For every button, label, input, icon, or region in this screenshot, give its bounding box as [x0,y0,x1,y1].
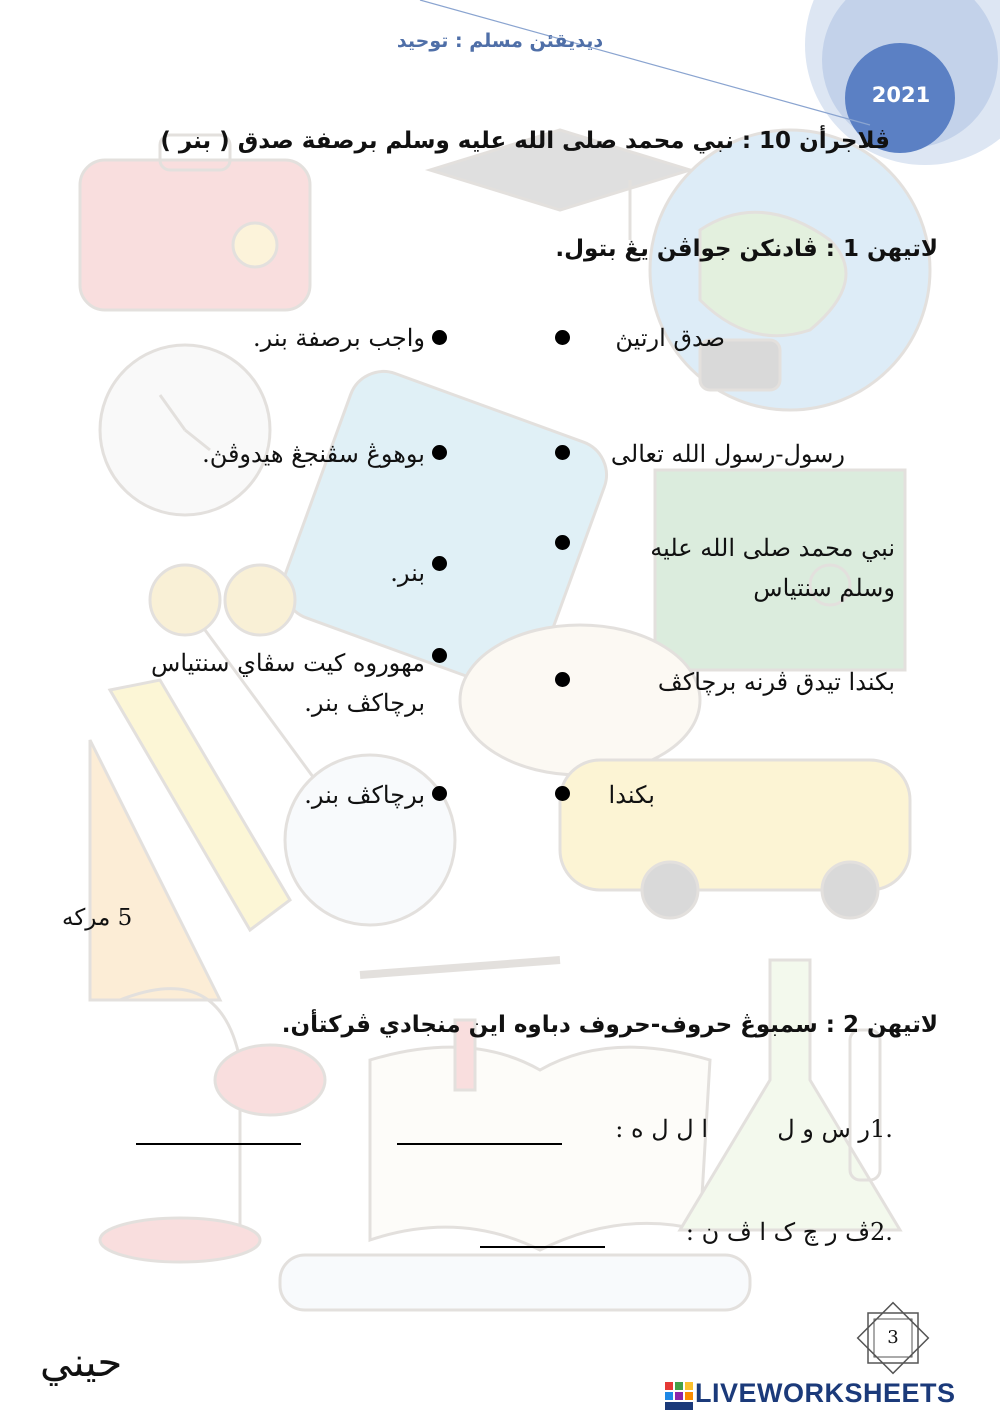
liveworksheets-logo-icon [665,1382,693,1410]
q2-letters: ڤ ر چ ک ا ڤ ن : [685,1218,870,1246]
paintbrush-doodle [360,960,560,975]
match-left-item-3: نبي محمد صلى الله عليه وسلم سنتياس [650,534,895,602]
match-left-item-2: رسول-رسول الله تعالى [610,440,845,468]
header-subject: ديديقئن مسلم : توحيد [396,30,604,52]
match-right-item-4: مهوروه كيت سڤاي سنتياس برچاكڤ بنر. [151,649,425,717]
match-right-item-2: بوهوڠ سڤنجڠ هيدوڤڽ. [202,440,425,468]
match-left-dot-2[interactable] [555,445,570,460]
exercise-2-heading: لاتيهن 2 : سمبوڠ حروف-حروف دباوه اين منجادي ڤركتأن. [281,1012,938,1038]
match-right-dot-4[interactable] [432,648,447,663]
page-number: 3 [887,1327,899,1348]
q2-number: 2. [870,1218,893,1246]
match-right-dot-3[interactable] [432,556,447,571]
match-left-dot-3[interactable] [555,535,570,550]
match-right-item-1: واجب برصفة بنر. [252,324,425,352]
flask-doodle [680,960,900,1230]
q1-answer-blank-2[interactable] [136,1143,301,1145]
globe-doodle [650,130,930,410]
q1-letters-a: ر س و ل [777,1115,870,1143]
match-right-item-5: برچاكڤ بنر. [304,781,425,809]
liveworksheets-brand[interactable]: LIVEWORKSHEETS [695,1378,956,1408]
match-left-dot-1[interactable] [555,330,570,345]
year-badge: 2021 [871,83,931,107]
match-right-dot-2[interactable] [432,445,447,460]
q1-letters-b: ا ل ل ه : [615,1115,708,1143]
match-left-dot-4[interactable] [555,672,570,687]
q2-answer-blank[interactable] [480,1246,605,1248]
marks-label: 5 مركه [62,905,133,931]
match-left-item-4: بكندا تيدق ڤرنه برچاكڤ [657,668,895,696]
clock-doodle [100,345,270,515]
match-left-item-1: صدق ارتيڽ [615,324,725,352]
match-right-dot-1[interactable] [432,330,447,345]
match-left-dot-5[interactable] [555,786,570,801]
q1-answer-blank-1[interactable] [397,1143,562,1145]
q1-number: 1. [870,1115,893,1143]
author-signature: حيني [40,1340,123,1386]
pen-doodle [280,1255,750,1310]
lesson-title: ڤلاجرأن 10 : نبي محمد صلى الله عليه وسلم برصفة صدق ( بنر ) [160,128,890,154]
school-bag-doodle [80,135,310,310]
match-right-item-3: بنر. [390,559,425,587]
match-left-item-5: بكندا [608,781,655,809]
match-right-dot-5[interactable] [432,786,447,801]
exercise-1-heading: لاتيهن 1 : ڤادنكن جواڤن يڠ بتول. [555,236,938,262]
